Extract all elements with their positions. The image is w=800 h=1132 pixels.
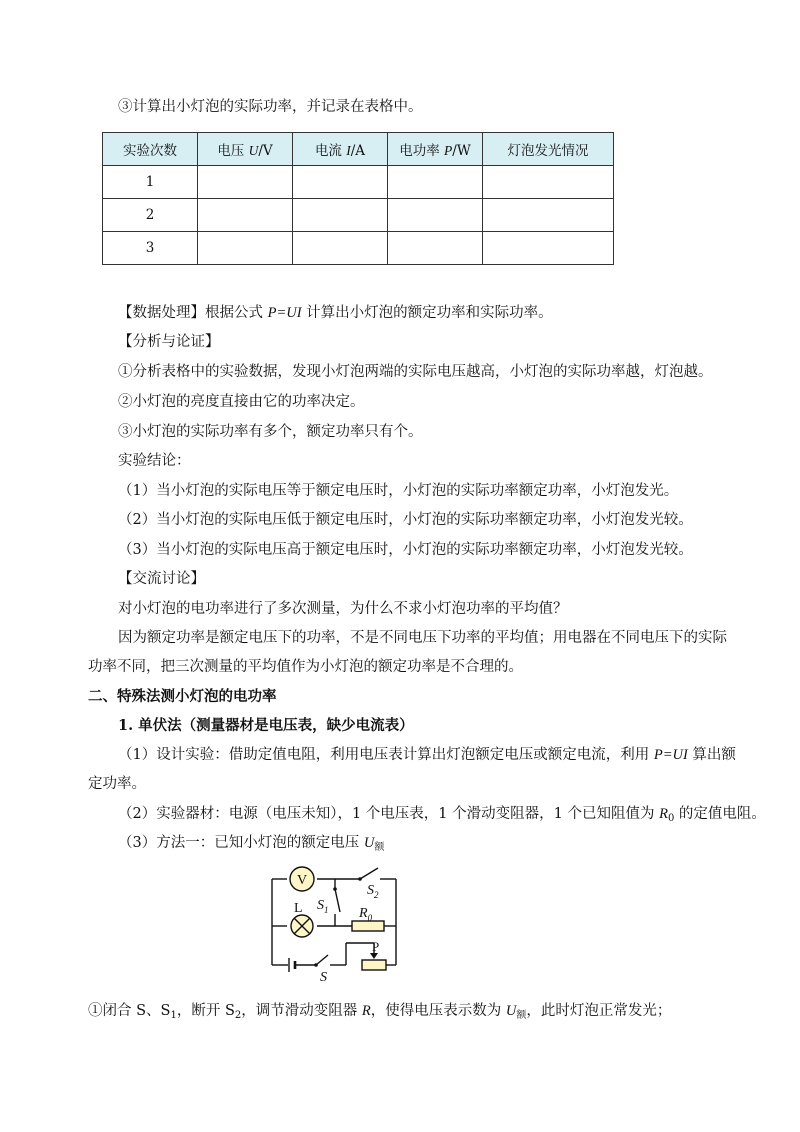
switch-s2-icon	[358, 877, 362, 881]
rheostat-label: P	[372, 939, 380, 954]
header-power: 电功率 P/W	[388, 133, 483, 166]
method1-title: 1. 单伏法（测量器材是电压表，缺少电流表）	[118, 717, 414, 734]
section2-title: 二、特殊法测小灯泡的电功率	[88, 688, 277, 705]
voltmeter-label: V	[296, 873, 308, 888]
analysis-item: ③小灯泡的实际功率有多个，额定功率只有个。	[118, 424, 423, 440]
discussion-question: 对小灯泡的电功率进行了多次测量，为什么不求小灯泡功率的平均值？	[118, 601, 568, 617]
method-one-text: （3）方法一：已知小灯泡的额定电压 $U_额$	[118, 835, 385, 853]
discussion-title: 【交流讨论】	[118, 571, 205, 587]
equipment-text: （2）实验器材：电源（电压未知），1 个电压表，1 个滑动变阻器，1 个已知阻值为 $R_0$ 的定值电阻。	[118, 806, 766, 824]
data-processing: 【数据处理】根据公式 P=UI 计算出小灯泡的额定功率和实际功率。	[118, 305, 553, 321]
step3-text: ③计算出小灯泡的实际功率，并记录在表格中。	[118, 99, 423, 115]
switch-s-icon	[314, 963, 318, 967]
header-current: 电流 I/A	[293, 133, 388, 166]
header-voltage: 电压 U/V	[198, 133, 293, 166]
row-number: 1	[103, 166, 198, 199]
analysis-item: ②小灯泡的亮度直接由它的功率决定。	[118, 394, 365, 410]
table-row	[103, 199, 614, 232]
data-table	[102, 132, 614, 265]
header-brightness: 灯泡发光情况	[483, 133, 614, 166]
conclusion-item: （2）当小灯泡的实际电压低于额定电压时，小灯泡的实际功率额定功率，小灯泡发光较。	[118, 512, 693, 528]
switch-s2-label: $S_2$	[367, 883, 379, 900]
analysis-item: ①分析表格中的实验数据，发现小灯泡两端的实际电压越高，小灯泡的实际功率越，灯泡越。	[118, 364, 713, 380]
discussion-answer-cont: 功率不同，把三次测量的平均值作为小灯泡的额定功率是不合理的。	[88, 659, 523, 675]
switch-s-label: S	[320, 970, 327, 982]
row-number: 2	[103, 199, 198, 232]
conclusion-item: （1）当小灯泡的实际电压等于额定电压时，小灯泡的实际功率额定功率，小灯泡发光。	[118, 483, 679, 499]
switch-s1-icon	[333, 887, 337, 891]
table-row	[103, 232, 614, 265]
table-header-row	[103, 133, 614, 166]
design-text: （1）设计实验：借助定值电阻，利用电压表计算出灯泡额定电压或额定电流，利用 P=UI 算出额	[118, 747, 736, 763]
rheostat-icon	[362, 960, 386, 970]
conclusion-item: （3）当小灯泡的实际电压高于额定电压时，小灯泡的实际功率额定功率，小灯泡发光较。	[118, 542, 693, 558]
table-row	[103, 166, 614, 199]
design-text-cont: 定功率。	[88, 776, 146, 792]
resistor-r0-label: $R_0$	[359, 906, 373, 923]
discussion-answer: 因为额定功率是额定电压下的功率，不是不同电压下功率的平均值；用电器在不同电压下的实际	[118, 630, 727, 646]
step-close-text: ①闭合 S、$S_1$，断开 $S_2$，调节滑动变阻器 R，使得电压表示数为 $U_额$，此时灯泡正常发光；	[88, 1003, 672, 1021]
switch-s1-label: $S_1$	[317, 898, 329, 915]
analysis-title: 【分析与论证】	[118, 334, 220, 350]
circuit-diagram	[262, 862, 422, 982]
row-number: 3	[103, 232, 198, 265]
header-trial: 实验次数	[103, 133, 198, 166]
lamp-label: L	[294, 901, 303, 916]
conclusion-title: 实验结论：	[118, 453, 191, 469]
